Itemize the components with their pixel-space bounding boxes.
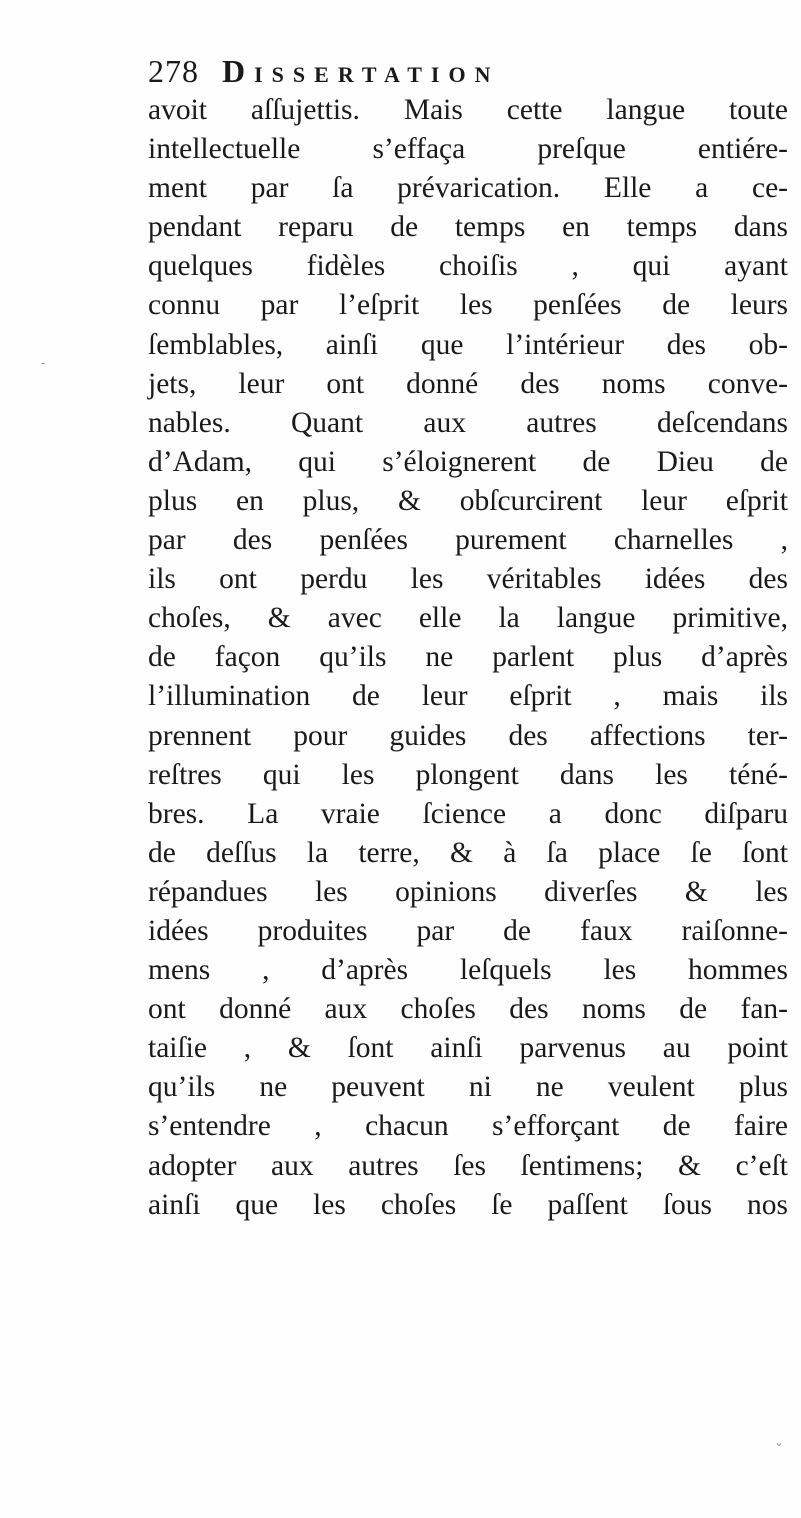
text-line: connu par l’eſprit les penſées de leurs	[148, 289, 788, 322]
margin-mark-left: -	[41, 356, 46, 370]
text-line: ſemblables, ainſi que l’intérieur des ob-	[148, 328, 788, 361]
text-line: plus en plus, & obſcurcirent leur eſprit	[148, 484, 788, 517]
text-line: nables. Quant aux autres deſcendans	[148, 406, 788, 439]
text-line: de façon qu’ils ne parlent plus d’après	[148, 641, 788, 674]
text-line: répandues les opinions diverſes & les	[148, 875, 788, 908]
text-line: prennent pour guides des affections ter-	[148, 719, 788, 752]
text-line: par des penſées purement charnelles ,	[148, 524, 788, 557]
text-line: jets, leur ont donné des noms conve-	[148, 367, 788, 400]
text-line: ils ont perdu les véritables idées des	[148, 563, 788, 596]
margin-mark-bottom: ⌄	[774, 1435, 785, 1449]
text-line: adopter aux autres ſes ſentimens; & c’eſt	[148, 1149, 788, 1182]
text-line: avoit aſſujettis. Mais cette langue toute	[148, 94, 788, 126]
text-line: intellectuelle s’effaça preſque entiére-	[148, 133, 788, 166]
text-line: ment par ſa prévarication. Elle a ce-	[148, 172, 788, 205]
text-line: d’Adam, qui s’éloignerent de Dieu de	[148, 445, 788, 478]
text-line: ont donné aux choſes des noms de fan-	[148, 993, 788, 1026]
text-line: l’illumination de leur eſprit , mais ils	[148, 680, 788, 713]
text-line: quelques fidèles choiſis , qui ayant	[148, 250, 788, 283]
text-line: reſtres qui les plongent dans les téné-	[148, 758, 788, 791]
body-text	[148, 91, 788, 1225]
text-line: mens , d’après leſquels les hommes	[148, 954, 788, 987]
text-line: s’entendre , chacun s’efforçant de faire	[148, 1110, 788, 1143]
running-head	[148, 46, 788, 96]
page-number: 278	[148, 53, 199, 89]
running-title: Dissertation	[222, 53, 500, 89]
text-line: taiſie , & ſont ainſi parvenus au point	[148, 1032, 788, 1065]
text-line: choſes, & avec elle la langue primitive,	[148, 602, 788, 635]
text-line: pendant reparu de temps en temps dans	[148, 211, 788, 244]
text-line: ainſi que les choſes ſe paſſent ſous nos	[148, 1188, 788, 1221]
text-line: de deſſus la terre, & à ſa place ſe ſont	[148, 836, 788, 869]
text-line: idées produites par de faux raiſonne-	[148, 914, 788, 947]
text-line: qu’ils ne peuvent ni ne veulent plus	[148, 1071, 788, 1104]
text-line: bres. La vraie ſcience a donc diſparu	[148, 797, 788, 830]
